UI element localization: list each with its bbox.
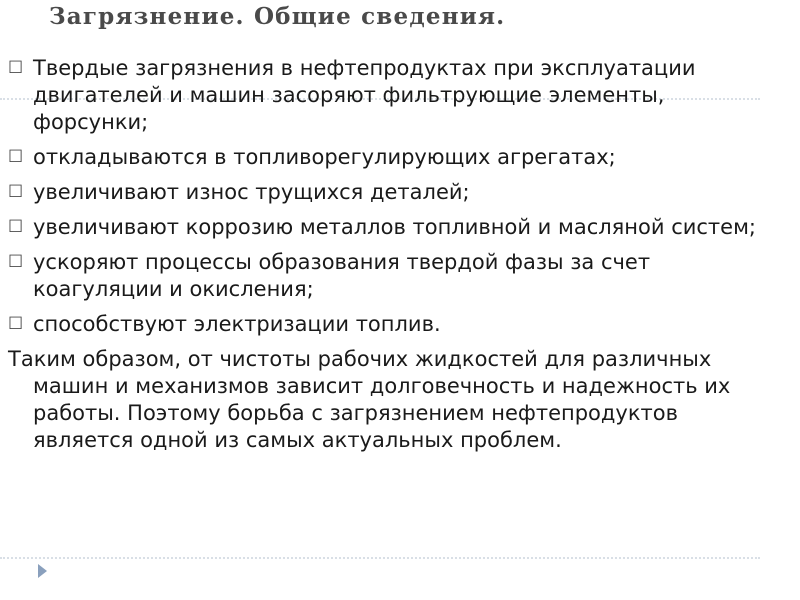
triangle-right-icon[interactable] — [38, 564, 47, 578]
bullet-item — [8, 144, 778, 171]
bullet-item — [8, 55, 778, 136]
bullet-text: ускоряют процессы образования твердой фазы за счет коагуляции и окисления; — [33, 250, 651, 301]
bullet-text: Твердые загрязнения в нефтепродуктах при эксплуатации двигателей и машин засоряют фильтрующие элементы, форсунки; — [33, 56, 696, 134]
bullet-text: увеличивают износ трущихся деталей; — [33, 180, 470, 204]
bullet-text: увеличивают коррозию металлов топливной и масляной систем; — [33, 215, 757, 239]
bullet-text: способствуют электризации топлив. — [33, 312, 441, 336]
bullet-item — [8, 214, 778, 241]
bullet-box-icon: ☐ — [8, 182, 24, 202]
bullet-box-icon: ☐ — [8, 217, 24, 237]
conclusion-paragraph: Таким образом, от чистоты рабочих жидкостей для различных машин и механизмов зависит долговечность и надежность их работы. Поэтому борьба с загрязнением нефтепродуктов является одной из самых актуальных проблем. — [8, 347, 731, 452]
bullet-list — [8, 55, 778, 338]
bullet-item — [8, 179, 778, 206]
slide-content — [8, 55, 778, 454]
bullet-item — [8, 249, 778, 303]
dotted-divider-bottom — [0, 557, 760, 559]
bullet-text: откладываются в топливорегулирующих агрегатах; — [33, 145, 616, 169]
slide-title: Загрязнение. Общие сведения. — [49, 3, 506, 30]
bullet-item — [8, 311, 778, 338]
bullet-box-icon: ☐ — [8, 58, 24, 78]
bullet-box-icon: ☐ — [8, 147, 24, 167]
bullet-box-icon: ☐ — [8, 252, 24, 272]
bullet-box-icon: ☐ — [8, 314, 24, 334]
